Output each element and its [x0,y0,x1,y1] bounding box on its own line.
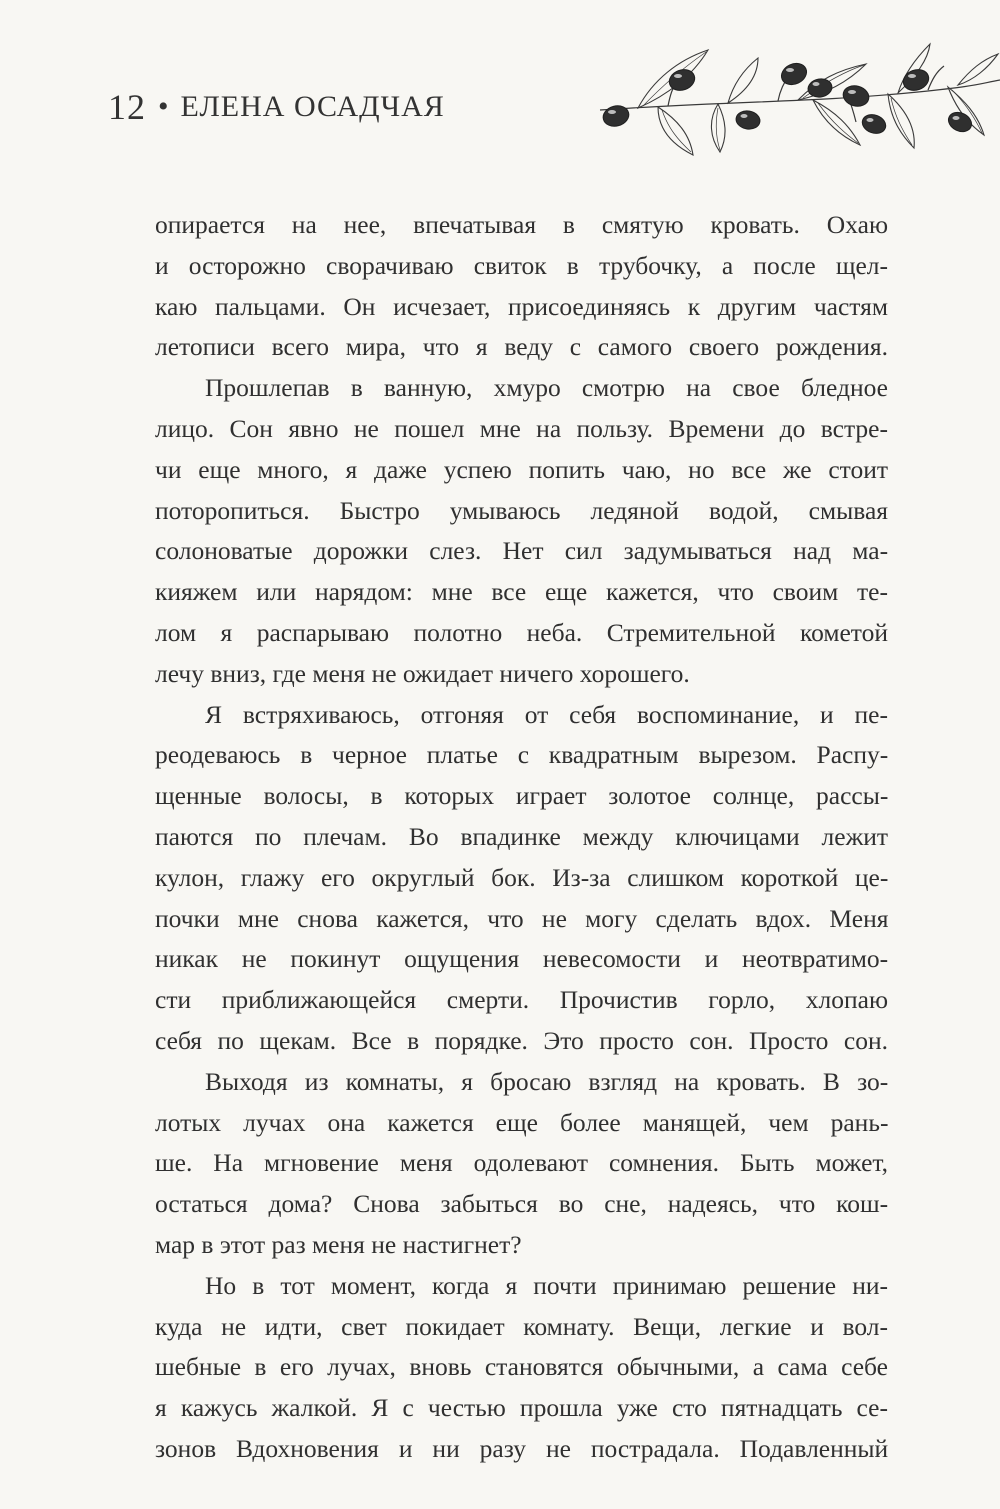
text-line: лотых лучах она кажется еще более манящей, чем рань- [155,1107,889,1137]
text-line: Но в тот момент, когда я почти принимаю решение ни- [205,1270,888,1300]
body-text [155,205,888,1470]
text-line: Выходя из комнаты, я бросаю взгляд на кровать. В зо- [205,1066,889,1096]
text-line: никак не покинут ощущения невесомости и неотвратимо- [155,944,889,974]
text-line: паются по плечам. Во впадинке между ключицами лежит [155,821,888,851]
text-line: щенные волосы, в которых играет золотое солнце, рассы- [155,781,889,811]
text-line: летописи всего мира, что я веду с самого своего рождения. [155,332,888,362]
text-line: зонов Вдохновения и ни разу не пострадала. Подавленный [155,1433,889,1463]
page-number: 12 [108,87,146,127]
text-line: лицо. Сон явно не пошел мне на пользу. Времени до встре- [155,413,888,443]
text-line: сти приближающейся смерти. Прочистив горло, хлопаю [155,985,888,1015]
text-line: шебные в его лучах, вновь становятся обычными, а сама себе [155,1352,888,1382]
text-line: остаться дома? Снова забыться во сне, надеясь, что кош- [155,1189,889,1219]
text-line: каю пальцами. Он исчезает, присоединяясь к другим частям [155,291,888,321]
text-line: куда не идти, свет покидает комнату. Вещи, легкие и вол- [155,1311,888,1341]
text-line: ше. На мгновение меня одолевают сомнения. Быть может, [155,1148,888,1178]
text-line: чи еще много, я даже успею попить чаю, но все же стоит [155,454,888,484]
paragraph [155,205,888,368]
text-line: себя по щекам. Все в порядке. Это просто сон. Просто сон. [155,1025,888,1055]
text-line: почки мне снова кажется, что не могу сделать вдох. Меня [155,903,889,933]
olive-branch-icon [598,40,1000,158]
text-line: мар в этот раз меня не настигнет? [155,1229,522,1259]
text-line: лечу вниз, где меня не ожидает ничего хорошего. [155,658,690,688]
paragraph [155,1266,888,1470]
text-line: я кажусь жалкой. Я с честью прошла уже сто пятнадцать се- [155,1393,888,1423]
paragraph [155,1062,888,1266]
text-line: Я встряхиваюсь, отгоняя от себя воспоминание, и пе- [205,699,888,729]
author-name: ЕЛЕНА ОСАДЧАЯ [180,90,445,123]
text-line: и осторожно сворачиваю свиток в трубочку, а после щел- [155,250,888,280]
text-line: кияжем или нарядом: мне все еще кажется, что своим те- [155,577,888,607]
text-line: опирается на нее, впечатывая в смятую кровать. Охаю [155,210,888,239]
text-line: реодеваюсь в черное платье с квадратным вырезом. Распу- [155,740,889,770]
text-line: кулон, глажу его округлый бок. Из-за слишком короткой це- [155,862,889,892]
text-line: поторопиться. Быстро умываюсь ледяной водой, смывая [155,495,888,525]
text-line: Прошлепав в ванную, хмуро смотрю на свое бледное [205,373,888,403]
running-header [108,82,445,132]
header-bullet: • [158,90,169,123]
text-line: солоноватые дорожки слез. Нет сил задумываться над ма- [155,536,889,566]
text-line: лом я распарываю полотно неба. Стремительной кометой [155,617,888,647]
paragraph [155,695,888,1062]
paragraph [155,368,888,694]
